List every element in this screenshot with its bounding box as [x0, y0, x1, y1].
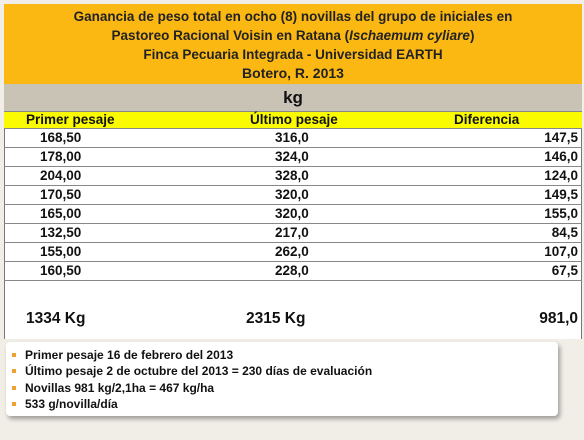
note-text: Primer pesaje 16 de febrero del 2013 — [25, 348, 234, 362]
cell-diferencia: 124,0 — [544, 168, 578, 183]
cell-ultimo-pesaje: 262,0 — [275, 244, 309, 259]
total-diferencia: 981,0 — [539, 310, 578, 327]
table-row — [4, 148, 582, 167]
cell-primer-pesaje: 132,50 — [40, 225, 82, 240]
cell-diferencia: 147,5 — [544, 130, 578, 145]
totals-row — [4, 304, 582, 334]
cell-ultimo-pesaje: 328,0 — [275, 168, 309, 183]
weights-table — [4, 129, 582, 339]
citation-line: Botero, R. 2013 — [242, 65, 344, 81]
bullet-icon — [12, 369, 16, 373]
title-banner — [4, 4, 582, 84]
note-item — [12, 363, 372, 379]
title-line-3: Finca Pecuaria Integrada - Universidad EARTH — [143, 47, 443, 62]
cell-primer-pesaje: 204,00 — [40, 168, 82, 183]
cell-diferencia: 155,0 — [544, 206, 578, 221]
notes-box — [6, 342, 558, 416]
cell-ultimo-pesaje: 228,0 — [275, 263, 309, 278]
bullet-icon — [12, 353, 16, 357]
bullet-icon — [12, 402, 16, 406]
cell-primer-pesaje: 165,00 — [40, 206, 82, 221]
cell-ultimo-pesaje: 324,0 — [275, 149, 309, 164]
table-row — [4, 167, 582, 186]
column-header-ultimo-pesaje: Último pesaje — [250, 112, 338, 127]
note-item — [12, 347, 233, 363]
title-line-1: Ganancia de peso total en ocho (8) novillas del grupo de iniciales en — [73, 9, 513, 24]
column-header-diferencia: Diferencia — [454, 112, 520, 127]
bullet-icon — [12, 386, 16, 390]
table-row — [4, 243, 582, 262]
title-line-2-suffix: ) — [469, 28, 475, 43]
cell-ultimo-pesaje: 316,0 — [275, 130, 309, 145]
column-headers — [4, 111, 582, 129]
cell-diferencia: 149,5 — [544, 187, 578, 202]
note-text: Novillas 981 kg/2,1ha = 467 kg/ha — [25, 381, 215, 395]
cell-primer-pesaje: 170,50 — [40, 187, 82, 202]
cell-primer-pesaje: 155,00 — [40, 244, 82, 259]
unit-header: kg — [4, 84, 582, 111]
column-header-primer-pesaje: Primer pesaje — [26, 112, 115, 127]
cell-diferencia: 146,0 — [544, 149, 578, 164]
table-row — [4, 186, 582, 205]
table-row — [4, 262, 582, 281]
cell-primer-pesaje: 178,00 — [40, 149, 82, 164]
note-item — [12, 380, 214, 396]
total-ultimo-pesaje: 2315 Kg — [246, 310, 306, 327]
title-line-2 — [4, 26, 582, 45]
title-line-2-prefix: Pastoreo Racional Voisin en Ratana ( — [111, 28, 350, 43]
note-item — [12, 396, 118, 412]
cell-ultimo-pesaje: 320,0 — [275, 206, 309, 221]
table-row — [4, 205, 582, 224]
table-row — [4, 224, 582, 243]
cell-ultimo-pesaje: 217,0 — [275, 225, 309, 240]
table-row — [4, 129, 582, 148]
total-primer-pesaje: 1334 Kg — [26, 310, 86, 327]
cell-primer-pesaje: 160,50 — [40, 263, 82, 278]
cell-primer-pesaje: 168,50 — [40, 130, 82, 145]
cell-diferencia: 84,5 — [551, 225, 578, 240]
cell-ultimo-pesaje: 320,0 — [275, 187, 309, 202]
cell-diferencia: 107,0 — [544, 244, 578, 259]
cell-diferencia: 67,5 — [551, 263, 578, 278]
note-text: 533 g/novilla/día — [25, 397, 118, 411]
note-text: Último pesaje 2 de octubre del 2013 = 230 días de evaluación — [25, 364, 373, 378]
species-name: Ischaemum cyliare — [349, 28, 470, 43]
